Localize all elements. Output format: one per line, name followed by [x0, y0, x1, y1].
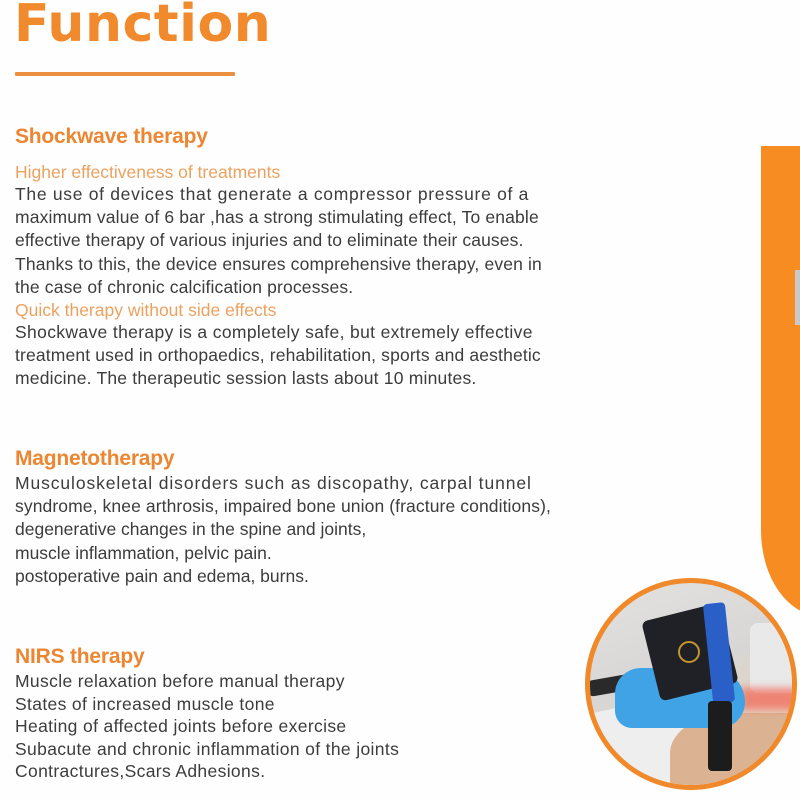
decorative-gray-tab	[795, 270, 800, 325]
section-heading: Magnetotherapy	[15, 447, 175, 470]
body-line: Thanks to this, the device ensures comprehensive therapy, even in	[15, 253, 542, 274]
body-line: Musculoskeletal disorders such as discopathy, carpal tunnel	[15, 473, 532, 493]
body-line: the case of chronic calcification processes.	[15, 276, 354, 297]
body-line: degenerative changes in the spine and joints,	[15, 519, 367, 540]
section-magnetotherapy	[15, 446, 655, 588]
body-line: Heating of affected joints before exercise	[15, 716, 347, 737]
body-line: Muscle relaxation before manual therapy	[15, 671, 345, 691]
red-light-glow	[740, 688, 797, 710]
section-shockwave-therapy	[15, 124, 655, 391]
body-line: The use of devices that generate a compressor pressure of a	[15, 184, 530, 204]
body-line: medicine. The therapeutic session lasts about 10 minutes.	[15, 368, 477, 389]
body-line: muscle inflammation, pelvic pain.	[15, 542, 272, 563]
body-line: effective therapy of various injuries and to eliminate their causes.	[15, 230, 524, 251]
block-quick-therapy	[15, 299, 655, 391]
device-logo-icon	[678, 641, 700, 663]
page-title: Function	[14, 0, 272, 54]
title-underline	[15, 72, 235, 76]
section-heading: NIRS therapy	[15, 645, 145, 668]
body-line: Contractures,Scars Adhesions.	[15, 761, 266, 782]
decorative-orange-panel	[761, 146, 800, 616]
body-line: Shockwave therapy is a completely safe, but extremely effective	[15, 322, 533, 343]
block-higher-effectiveness	[15, 161, 655, 299]
therapy-device-photo	[585, 578, 797, 790]
handpiece-applicator	[708, 701, 732, 771]
body-line: maximum value of 6 bar ,has a strong stimulating effect, To enable	[15, 207, 539, 228]
section-heading: Shockwave therapy	[15, 125, 208, 148]
body-line: Subacute and chronic inflammation of the joints	[15, 738, 400, 759]
body-line: syndrome, knee arthrosis, impaired bone union (fracture conditions),	[15, 496, 551, 517]
subheading: Higher effectiveness of treatments	[15, 162, 281, 182]
body-line: States of increased muscle tone	[15, 693, 275, 714]
background-machine	[750, 623, 797, 693]
subheading: Quick therapy without side effects	[15, 300, 277, 321]
body-line: postoperative pain and edema, burns.	[15, 565, 309, 586]
section-nirs-therapy	[15, 644, 655, 783]
body-line: treatment used in orthopaedics, rehabilitation, sports and aesthetic	[15, 345, 541, 366]
